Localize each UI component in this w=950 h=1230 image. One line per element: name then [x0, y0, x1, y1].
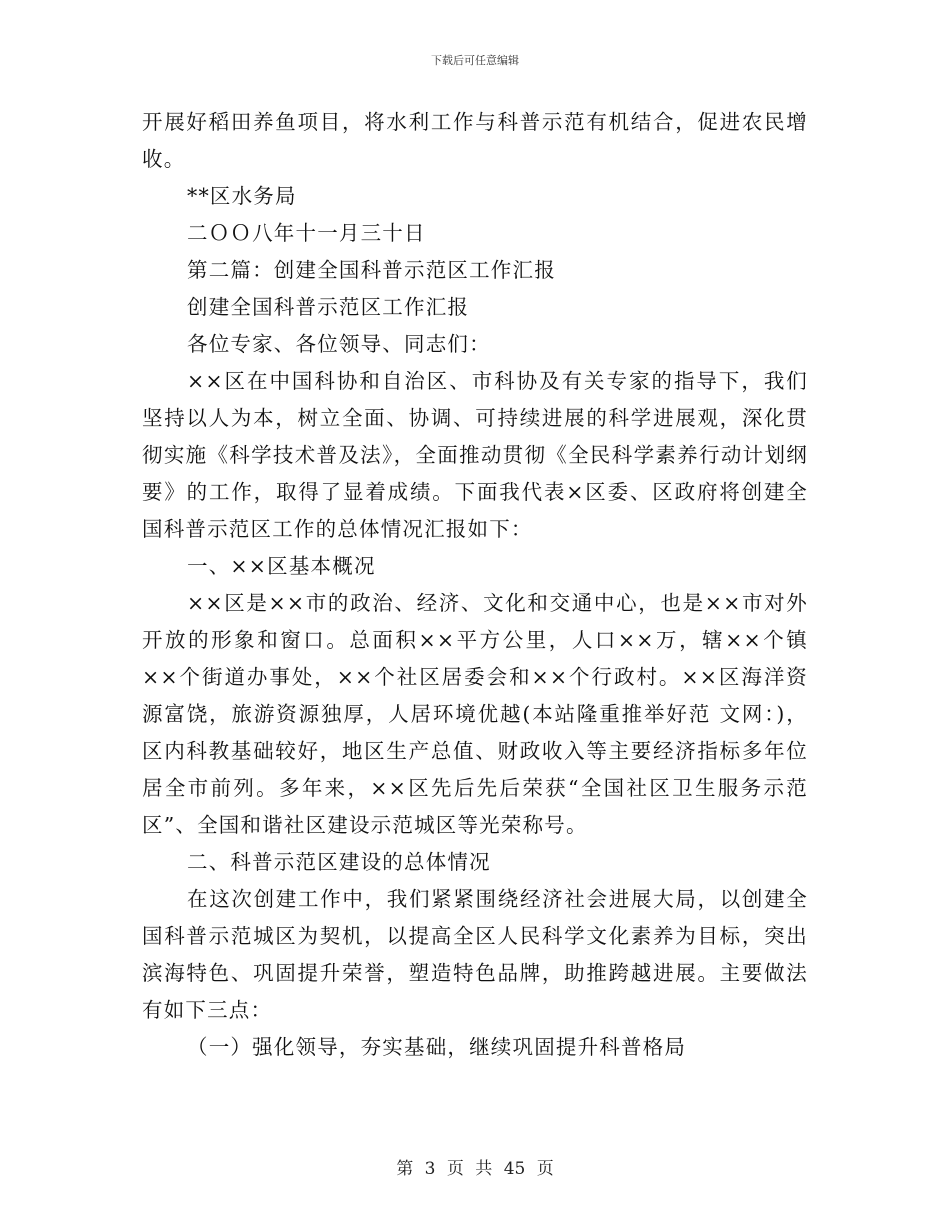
paragraph-overview: ××区是××市的政治、经济、文化和交通中心，也是××市对外开放的形象和窗口。总面积××平方公里，人口××万，辖××个镇××个街道办事处，××个社区居委会和××个行政村。××区海洋资源富饶，旅游资源独厚，人居环境优越(本站隆重推举好范 文网：)，区内科教基础较好，地区生产总值、财政收入等主要经济指标多年位居全市前列。多年来，××区先后先后荣获“全国社区卫生服务示范区”、全国和谐社区建设示范城区等光荣称号。	[142, 591, 808, 837]
heading-basic-overview: 一、××区基本概况	[187, 554, 376, 578]
section-title: 第二篇：创建全国科普示范区工作汇报	[187, 258, 556, 282]
paragraph-situation: 在这次创建工作中，我们紧紧围绕经济社会进展大局，以创建全国科普示范城区为契机，以提高全区人民科学文化素养为目标，突出滨海特色、巩固提升荣誉，塑造特色品牌，助推跨越进展。主要做法有如下三点：	[142, 887, 808, 1022]
paragraph-continuation: 开展好稻田养鱼项目，将水利工作与科普示范有机结合，促进农民增收。	[142, 110, 808, 171]
salutation: 各位专家、各位领导、同志们：	[187, 332, 491, 356]
signature-org: **区水务局	[187, 184, 297, 208]
page-number: 第 3 页 共 45 页	[396, 1159, 554, 1179]
heading-overall-situation: 二、科普示范区建设的总体情况	[187, 850, 491, 874]
report-title: 创建全国科普示范区工作汇报	[187, 295, 470, 319]
document-body	[142, 104, 808, 1066]
subheading-leadership: （一）强化领导，夯实基础，继续巩固提升科普格局	[187, 1035, 687, 1059]
signature-date: 二ＯＯ八年十一月三十日	[187, 221, 426, 245]
page-header-note: 下载后可任意编辑	[431, 54, 519, 67]
paragraph-intro: ××区在中国科协和自治区、市科协及有关专家的指导下，我们坚持以人为本，树立全面、协调、可持续进展的科学进展观，深化贯彻实施《科学技术普及法》，全面推动贯彻《全民科学素养行动计划纲要》的工作，取得了显着成绩。下面我代表×区委、区政府将创建全国科普示范区工作的总体情况汇报如下：	[142, 369, 808, 541]
